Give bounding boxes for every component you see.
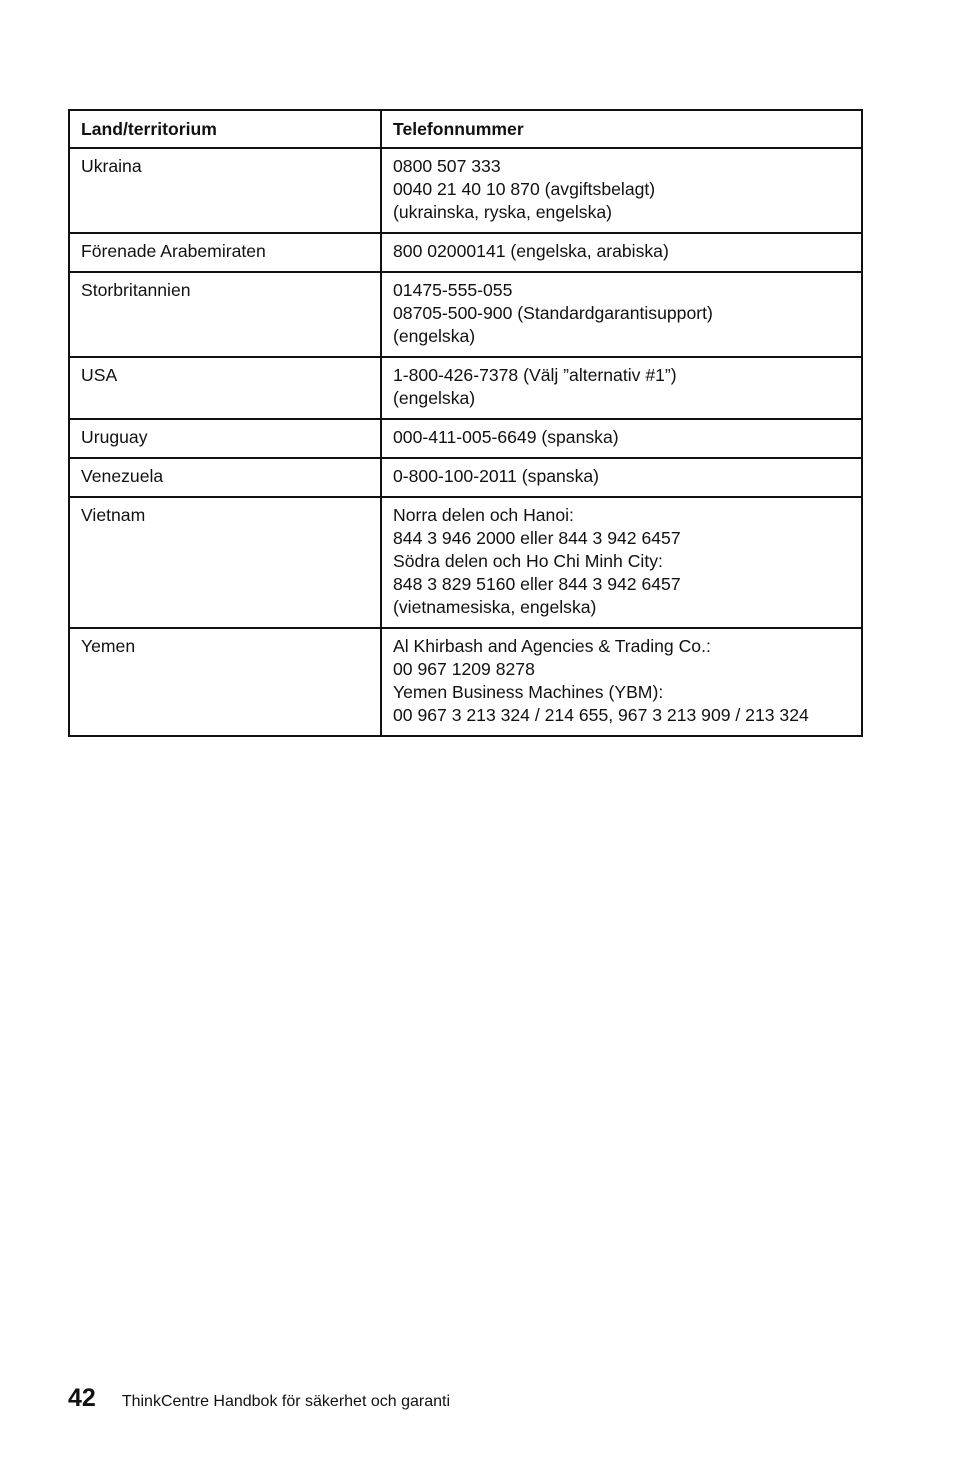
table-row [69, 233, 862, 272]
page-footer [68, 1384, 450, 1414]
phone-line: 00 967 3 213 324 / 214 655, 967 3 213 909 / 213 324 [393, 705, 809, 725]
phone-line: 0-800-100-2011 (spanska) [393, 466, 600, 486]
country-cell: Yemen [69, 628, 381, 736]
country-cell: Storbritannien [69, 272, 381, 357]
phone-line: (engelska) [393, 388, 476, 408]
phone-line: 800 02000141 (engelska, arabiska) [393, 241, 669, 261]
phone-line: Al Khirbash and Agencies & Trading Co.: [393, 636, 711, 656]
phone-cell [381, 233, 862, 272]
phone-cell [381, 419, 862, 458]
country-cell: Uruguay [69, 419, 381, 458]
phone-line: 0040 21 40 10 870 (avgiftsbelagt) [393, 179, 656, 199]
phone-cell [381, 272, 862, 357]
phone-cell [381, 357, 862, 419]
table-row [69, 419, 862, 458]
header-country: Land/territorium [69, 110, 381, 148]
table-row [69, 272, 862, 357]
phone-line: 848 3 829 5160 eller 844 3 942 6457 [393, 574, 681, 594]
country-cell: Vietnam [69, 497, 381, 628]
phone-line: 0800 507 333 [393, 156, 501, 176]
header-phone: Telefonnummer [381, 110, 862, 148]
phone-cell [381, 497, 862, 628]
phone-line: 08705-500-900 (Standardgarantisupport) [393, 303, 713, 323]
country-cell: USA [69, 357, 381, 419]
country-cell: Ukraina [69, 148, 381, 233]
phone-line: (engelska) [393, 326, 476, 346]
table-row [69, 497, 862, 628]
phone-cell [381, 628, 862, 736]
table-row [69, 458, 862, 497]
table-row [69, 357, 862, 419]
phone-line: Yemen Business Machines (YBM): [393, 682, 664, 702]
page-number: 42 [68, 1384, 96, 1412]
phone-line: 000-411-005-6649 (spanska) [393, 427, 619, 447]
phone-line: 00 967 1209 8278 [393, 659, 535, 679]
country-cell: Förenade Arabemiraten [69, 233, 381, 272]
phone-line: (vietnamesiska, engelska) [393, 597, 597, 617]
document-title: ThinkCentre Handbok för säkerhet och garanti [121, 1393, 450, 1410]
phone-cell [381, 148, 862, 233]
table-row [69, 148, 862, 233]
phone-line: 01475-555-055 [393, 280, 513, 300]
phone-line: 844 3 946 2000 eller 844 3 942 6457 [393, 528, 681, 548]
phone-line: Norra delen och Hanoi: [393, 505, 574, 525]
phone-line: 1-800-426-7378 (Välj ”alternativ #1”) [393, 365, 677, 385]
table-header-row [69, 110, 862, 148]
phone-cell [381, 458, 862, 497]
table-row [69, 628, 862, 736]
phone-line: (ukrainska, ryska, engelska) [393, 202, 613, 222]
country-cell: Venezuela [69, 458, 381, 497]
table-body [69, 148, 862, 736]
support-phone-table [68, 109, 863, 737]
phone-line: Södra delen och Ho Chi Minh City: [393, 551, 663, 571]
